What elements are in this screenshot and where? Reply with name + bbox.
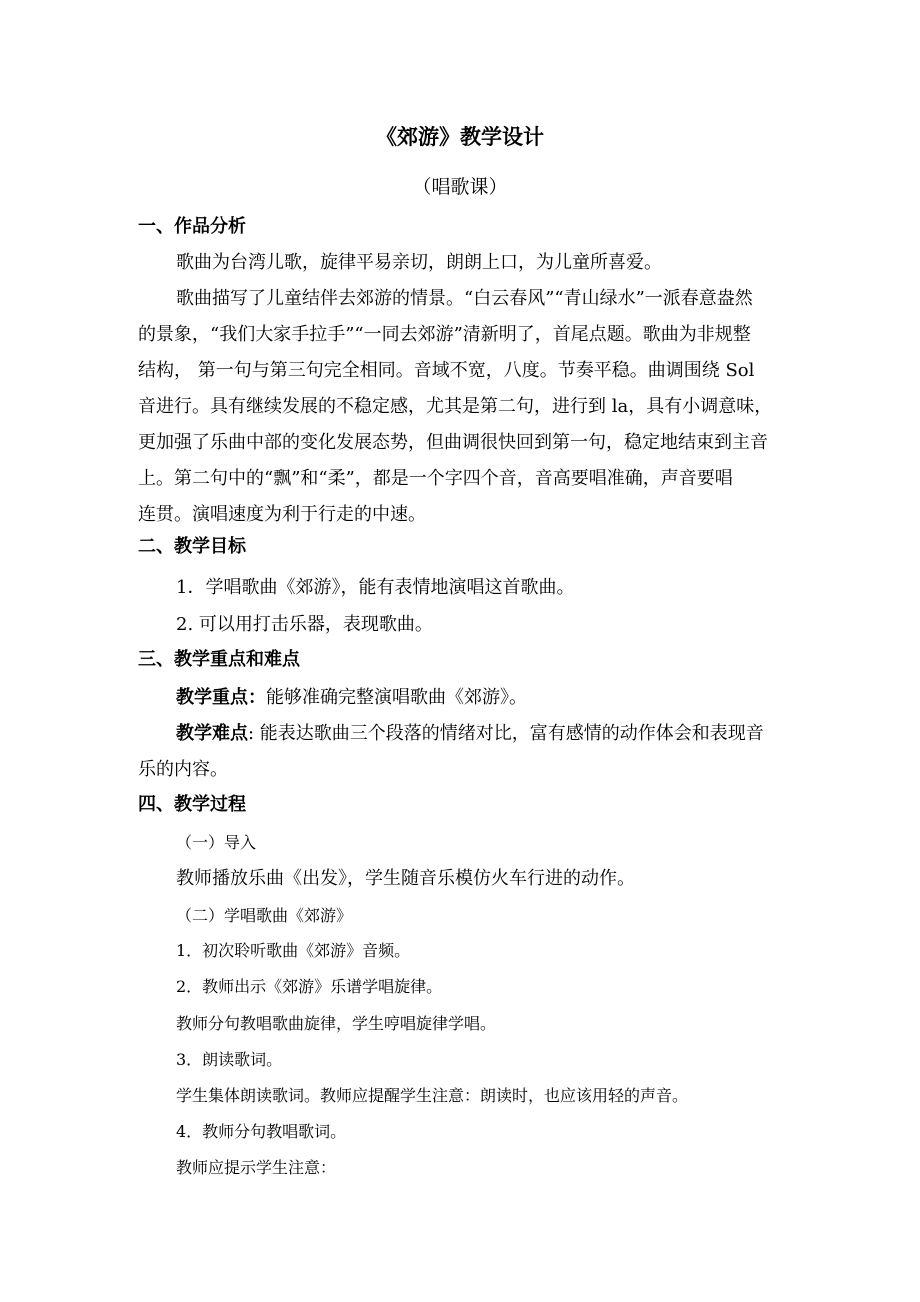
paragraph-line: 音进行。具有继续发展的不稳定感，尤其是第二句，进行到 la，具有小调意味，	[138, 396, 773, 417]
list-item: 1．学唱歌曲《郊游》，能有表情地演唱这首歌曲。	[176, 577, 575, 598]
paragraph-line: 歌曲为台湾儿歌，旋律平易亲切，朗朗上口，为儿童所喜爱。	[176, 252, 662, 273]
paragraph-line: 连贯。演唱速度为利于行走的中速。	[138, 504, 426, 525]
difficulty-label: 教学难点	[176, 723, 248, 744]
document-title: 《郊游》教学设计	[376, 124, 544, 149]
paragraph-line: 教师播放乐曲《出发》，学生随音乐模仿火车行进的动作。	[176, 868, 635, 889]
paragraph-line: 的景象，“我们大家手拉手”“一同去郊游”清新明了，首尾点题。歌曲为非规整	[138, 324, 751, 345]
paragraph-line: 教师应提示学生注意：	[176, 1158, 337, 1177]
subsection-heading: （二）学唱歌曲《郊游》	[176, 906, 353, 925]
difficulty-text: : 能表达歌曲三个段落的情绪对比，富有感情的动作体会和表现音	[248, 723, 764, 744]
list-item: 3．朗读歌词。	[176, 1050, 283, 1069]
section-heading-key-points: 三、教学重点和难点	[138, 649, 300, 670]
list-item: 2. 可以用打击乐器，表现歌曲。	[176, 614, 433, 635]
document-subtitle: （唱歌课）	[412, 176, 508, 198]
difficulty-line	[176, 719, 764, 749]
paragraph-line: 学生集体朗读歌词。教师应提醒学生注意：朗读时，也应该用轻的声音。	[176, 1086, 689, 1105]
key-point-label: 教学重点：	[176, 687, 266, 708]
list-item: 2．教师出示《郊游》乐谱学唱旋律。	[176, 977, 443, 996]
subsection-heading: （一）导入	[176, 833, 257, 852]
paragraph-line: 结构， 第一句与第三句完全相同。音域不宽，八度。节奏平稳。曲调围绕 Sol	[138, 360, 755, 381]
key-point-line	[176, 683, 527, 713]
list-item: 4．教师分句教唱歌词。	[176, 1122, 347, 1141]
paragraph-line: 更加强了乐曲中部的变化发展态势，但曲调很快回到第一句，稳定地结束到主音	[138, 432, 768, 453]
paragraph-line: 乐的内容。	[138, 759, 228, 780]
paragraph-line: 歌曲描写了儿童结伴去郊游的情景。“白云春风”“青山绿水”一派春意盎然	[176, 288, 753, 309]
section-heading-goals: 二、教学目标	[138, 536, 246, 557]
list-item: 1．初次聆听歌曲《郊游》音频。	[176, 941, 411, 960]
paragraph-line: 教师分句教唱歌曲旋律，学生哼唱旋律学唱。	[176, 1014, 497, 1033]
section-heading-process: 四、教学过程	[138, 794, 246, 815]
section-heading-analysis: 一、作品分析	[138, 216, 246, 237]
paragraph-line: 上。第二句中的“飘”和“柔”，都是一个字四个音，音高要唱准确，声音要唱	[138, 468, 733, 489]
key-point-text: 能够准确完整演唱歌曲《郊游》。	[266, 687, 527, 708]
